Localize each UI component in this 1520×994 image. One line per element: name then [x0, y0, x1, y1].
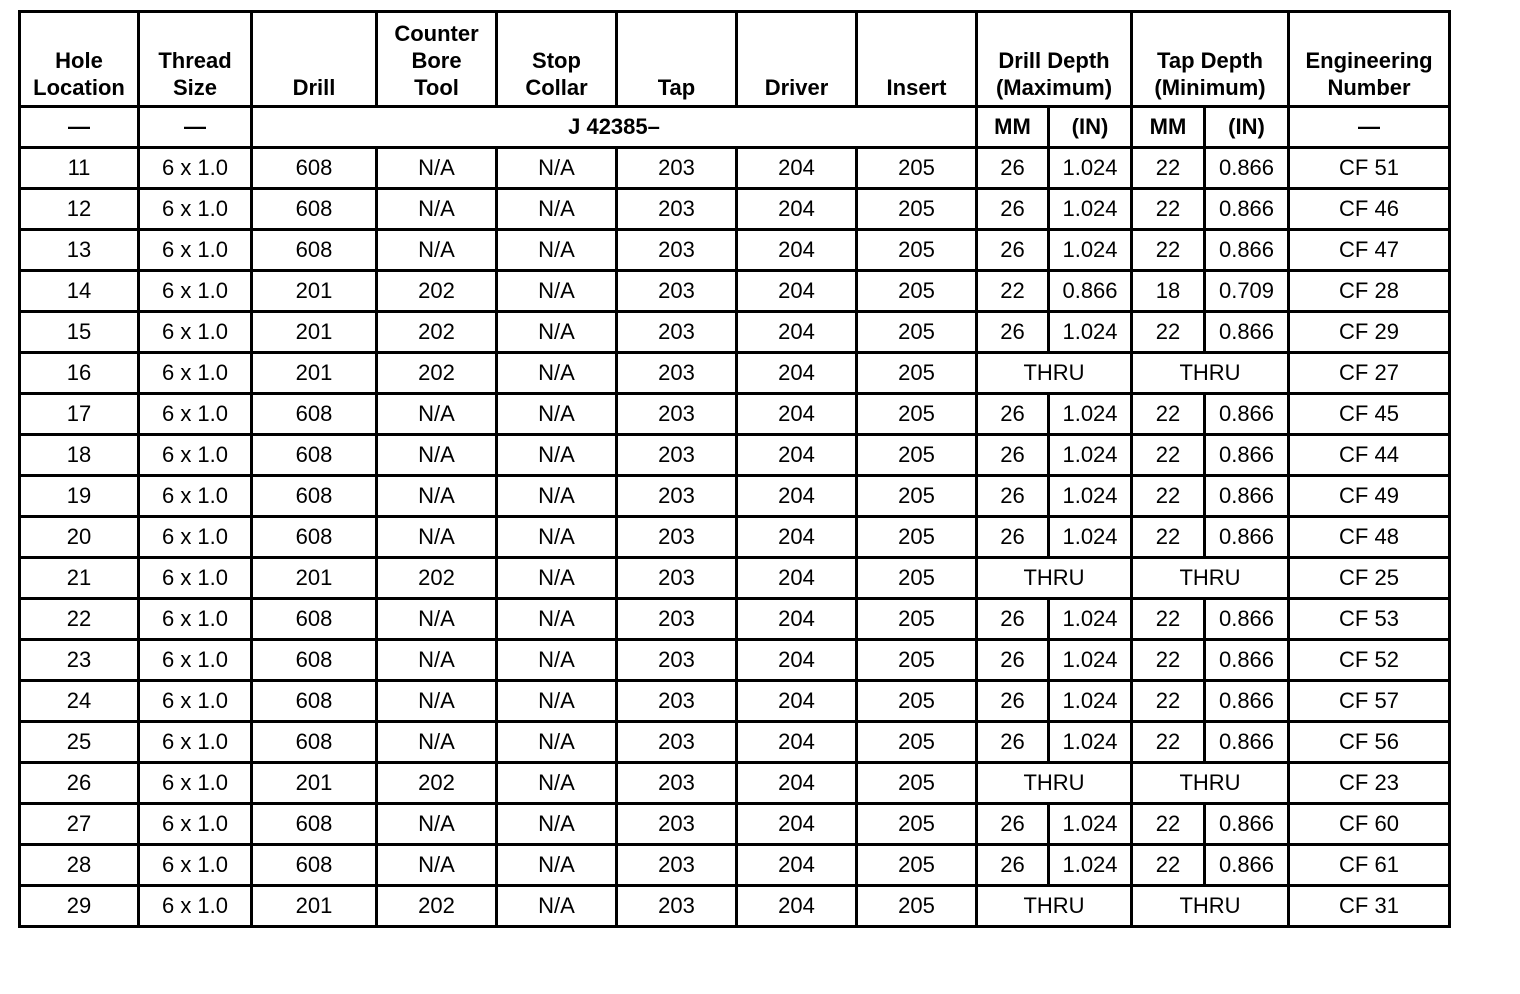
- cell-insert: 205: [857, 435, 977, 476]
- table-row: [20, 189, 1450, 230]
- cell-driver: 204: [737, 845, 857, 886]
- cell-driver: 204: [737, 804, 857, 845]
- cell-counter-bore-tool: N/A: [377, 599, 497, 640]
- subheader-eng-dash: —: [1289, 107, 1450, 148]
- cell-insert: 205: [857, 681, 977, 722]
- cell-drill-depth-mm: 26: [977, 312, 1049, 353]
- cell-tap: 203: [617, 640, 737, 681]
- table-row: [20, 312, 1450, 353]
- cell-counter-bore-tool: 202: [377, 353, 497, 394]
- cell-drill: 608: [252, 476, 377, 517]
- cell-driver: 204: [737, 558, 857, 599]
- cell-counter-bore-tool: N/A: [377, 517, 497, 558]
- cell-stop-collar: N/A: [497, 189, 617, 230]
- cell-thread-size: 6 x 1.0: [139, 230, 252, 271]
- cell-stop-collar: N/A: [497, 845, 617, 886]
- header-engineering-number: Engineering Number: [1289, 12, 1450, 107]
- cell-tap: 203: [617, 886, 737, 927]
- cell-engineering-number: CF 27: [1289, 353, 1450, 394]
- cell-hole-location: 28: [20, 845, 139, 886]
- cell-stop-collar: N/A: [497, 517, 617, 558]
- cell-tap-depth-mm: 22: [1132, 722, 1205, 763]
- header-insert: Insert: [857, 12, 977, 107]
- cell-engineering-number: CF 53: [1289, 599, 1450, 640]
- cell-tap-depth-thru: THRU: [1132, 353, 1289, 394]
- header-drill-depth: Drill Depth (Maximum): [977, 12, 1132, 107]
- cell-engineering-number: CF 57: [1289, 681, 1450, 722]
- subheader-thread-dash: —: [139, 107, 252, 148]
- cell-hole-location: 25: [20, 722, 139, 763]
- cell-tap: 203: [617, 189, 737, 230]
- cell-hole-location: 26: [20, 763, 139, 804]
- cell-driver: 204: [737, 435, 857, 476]
- cell-driver: 204: [737, 148, 857, 189]
- cell-insert: 205: [857, 517, 977, 558]
- cell-counter-bore-tool: N/A: [377, 394, 497, 435]
- cell-thread-size: 6 x 1.0: [139, 640, 252, 681]
- cell-drill: 201: [252, 558, 377, 599]
- cell-stop-collar: N/A: [497, 763, 617, 804]
- cell-hole-location: 27: [20, 804, 139, 845]
- cell-engineering-number: CF 52: [1289, 640, 1450, 681]
- cell-thread-size: 6 x 1.0: [139, 517, 252, 558]
- cell-insert: 205: [857, 271, 977, 312]
- cell-thread-size: 6 x 1.0: [139, 394, 252, 435]
- cell-insert: 205: [857, 148, 977, 189]
- cell-insert: 205: [857, 353, 977, 394]
- cell-drill: 201: [252, 763, 377, 804]
- cell-counter-bore-tool: 202: [377, 271, 497, 312]
- cell-stop-collar: N/A: [497, 722, 617, 763]
- cell-drill: 608: [252, 517, 377, 558]
- cell-stop-collar: N/A: [497, 558, 617, 599]
- cell-engineering-number: CF 25: [1289, 558, 1450, 599]
- cell-stop-collar: N/A: [497, 476, 617, 517]
- cell-tap-depth-in: 0.866: [1205, 640, 1289, 681]
- cell-thread-size: 6 x 1.0: [139, 189, 252, 230]
- cell-drill-depth-mm: 26: [977, 435, 1049, 476]
- subheader-drill-mm: MM: [977, 107, 1049, 148]
- cell-tap: 203: [617, 681, 737, 722]
- cell-drill-depth-in: 1.024: [1049, 517, 1132, 558]
- cell-tap-depth-in: 0.866: [1205, 476, 1289, 517]
- cell-counter-bore-tool: N/A: [377, 681, 497, 722]
- cell-counter-bore-tool: N/A: [377, 722, 497, 763]
- cell-tap-depth-mm: 22: [1132, 230, 1205, 271]
- cell-thread-size: 6 x 1.0: [139, 312, 252, 353]
- cell-tap: 203: [617, 763, 737, 804]
- cell-thread-size: 6 x 1.0: [139, 763, 252, 804]
- cell-insert: 205: [857, 763, 977, 804]
- cell-engineering-number: CF 46: [1289, 189, 1450, 230]
- cell-stop-collar: N/A: [497, 640, 617, 681]
- cell-driver: 204: [737, 476, 857, 517]
- cell-tap-depth-in: 0.866: [1205, 722, 1289, 763]
- table-row: [20, 845, 1450, 886]
- subheader-hole-dash: —: [20, 107, 139, 148]
- cell-engineering-number: CF 56: [1289, 722, 1450, 763]
- cell-drill-depth-in: 1.024: [1049, 599, 1132, 640]
- cell-drill-depth-in: 1.024: [1049, 230, 1132, 271]
- cell-tap: 203: [617, 476, 737, 517]
- cell-drill-depth-mm: 26: [977, 599, 1049, 640]
- cell-drill-depth-mm: 26: [977, 722, 1049, 763]
- cell-drill: 201: [252, 271, 377, 312]
- cell-drill-depth-in: 1.024: [1049, 435, 1132, 476]
- cell-hole-location: 11: [20, 148, 139, 189]
- cell-drill-depth-mm: 26: [977, 517, 1049, 558]
- cell-tap: 203: [617, 230, 737, 271]
- cell-driver: 204: [737, 312, 857, 353]
- cell-counter-bore-tool: N/A: [377, 476, 497, 517]
- cell-tap: 203: [617, 353, 737, 394]
- cell-stop-collar: N/A: [497, 886, 617, 927]
- cell-stop-collar: N/A: [497, 312, 617, 353]
- cell-drill-depth-thru: THRU: [977, 886, 1132, 927]
- cell-driver: 204: [737, 599, 857, 640]
- cell-insert: 205: [857, 804, 977, 845]
- cell-tap-depth-mm: 18: [1132, 271, 1205, 312]
- cell-tap-depth-mm: 22: [1132, 517, 1205, 558]
- cell-tap: 203: [617, 517, 737, 558]
- cell-insert: 205: [857, 394, 977, 435]
- cell-insert: 205: [857, 886, 977, 927]
- cell-drill-depth-in: 1.024: [1049, 845, 1132, 886]
- table-row: [20, 763, 1450, 804]
- cell-counter-bore-tool: 202: [377, 763, 497, 804]
- cell-tap: 203: [617, 394, 737, 435]
- cell-drill-depth-thru: THRU: [977, 353, 1132, 394]
- cell-hole-location: 24: [20, 681, 139, 722]
- cell-tap-depth-in: 0.866: [1205, 394, 1289, 435]
- cell-drill-depth-mm: 26: [977, 476, 1049, 517]
- cell-hole-location: 13: [20, 230, 139, 271]
- cell-tap: 203: [617, 845, 737, 886]
- cell-drill-depth-in: 1.024: [1049, 681, 1132, 722]
- cell-insert: 205: [857, 230, 977, 271]
- cell-insert: 205: [857, 599, 977, 640]
- cell-tap-depth-in: 0.866: [1205, 230, 1289, 271]
- cell-insert: 205: [857, 558, 977, 599]
- tool-spec-table: [18, 10, 1451, 928]
- cell-tap: 203: [617, 148, 737, 189]
- subheader-tap-in: (IN): [1205, 107, 1289, 148]
- cell-driver: 204: [737, 230, 857, 271]
- cell-tap: 203: [617, 599, 737, 640]
- cell-driver: 204: [737, 640, 857, 681]
- cell-drill-depth-in: 1.024: [1049, 640, 1132, 681]
- cell-tap-depth-in: 0.866: [1205, 148, 1289, 189]
- cell-stop-collar: N/A: [497, 353, 617, 394]
- cell-tap-depth-mm: 22: [1132, 640, 1205, 681]
- cell-drill-depth-mm: 22: [977, 271, 1049, 312]
- cell-insert: 205: [857, 189, 977, 230]
- subheader-row: [20, 107, 1450, 148]
- header-row: [20, 12, 1450, 107]
- cell-tap-depth-in: 0.866: [1205, 435, 1289, 476]
- cell-drill-depth-in: 1.024: [1049, 312, 1132, 353]
- cell-tap-depth-mm: 22: [1132, 189, 1205, 230]
- cell-driver: 204: [737, 763, 857, 804]
- cell-hole-location: 21: [20, 558, 139, 599]
- table-row: [20, 394, 1450, 435]
- cell-counter-bore-tool: N/A: [377, 189, 497, 230]
- cell-tap-depth-in: 0.866: [1205, 599, 1289, 640]
- cell-engineering-number: CF 29: [1289, 312, 1450, 353]
- cell-drill-depth-mm: 26: [977, 230, 1049, 271]
- cell-engineering-number: CF 60: [1289, 804, 1450, 845]
- cell-drill-depth-mm: 26: [977, 640, 1049, 681]
- cell-stop-collar: N/A: [497, 599, 617, 640]
- header-hole-location: Hole Location: [20, 12, 139, 107]
- header-counter-bore-tool: Counter Bore Tool: [377, 12, 497, 107]
- cell-drill: 608: [252, 722, 377, 763]
- cell-tap-depth-in: 0.866: [1205, 804, 1289, 845]
- cell-thread-size: 6 x 1.0: [139, 476, 252, 517]
- cell-stop-collar: N/A: [497, 230, 617, 271]
- cell-drill: 608: [252, 845, 377, 886]
- cell-hole-location: 20: [20, 517, 139, 558]
- cell-hole-location: 19: [20, 476, 139, 517]
- cell-counter-bore-tool: 202: [377, 886, 497, 927]
- cell-counter-bore-tool: N/A: [377, 435, 497, 476]
- cell-thread-size: 6 x 1.0: [139, 599, 252, 640]
- cell-drill-depth-mm: 26: [977, 845, 1049, 886]
- cell-drill-depth-thru: THRU: [977, 763, 1132, 804]
- cell-engineering-number: CF 49: [1289, 476, 1450, 517]
- header-stop-collar: Stop Collar: [497, 12, 617, 107]
- cell-tap-depth-mm: 22: [1132, 148, 1205, 189]
- cell-drill-depth-thru: THRU: [977, 558, 1132, 599]
- cell-tap-depth-mm: 22: [1132, 435, 1205, 476]
- cell-tap-depth-mm: 22: [1132, 599, 1205, 640]
- cell-thread-size: 6 x 1.0: [139, 148, 252, 189]
- cell-tap: 203: [617, 435, 737, 476]
- cell-tap: 203: [617, 722, 737, 763]
- cell-stop-collar: N/A: [497, 804, 617, 845]
- header-thread-size: Thread Size: [139, 12, 252, 107]
- cell-driver: 204: [737, 271, 857, 312]
- cell-tap-depth-mm: 22: [1132, 804, 1205, 845]
- cell-thread-size: 6 x 1.0: [139, 681, 252, 722]
- cell-drill-depth-mm: 26: [977, 189, 1049, 230]
- cell-drill-depth-mm: 26: [977, 148, 1049, 189]
- cell-drill-depth-in: 1.024: [1049, 394, 1132, 435]
- header-driver: Driver: [737, 12, 857, 107]
- cell-tap-depth-mm: 22: [1132, 394, 1205, 435]
- table-row: [20, 722, 1450, 763]
- cell-thread-size: 6 x 1.0: [139, 435, 252, 476]
- table-row: [20, 230, 1450, 271]
- cell-driver: 204: [737, 517, 857, 558]
- table-row: [20, 517, 1450, 558]
- cell-insert: 205: [857, 312, 977, 353]
- table-row: [20, 886, 1450, 927]
- cell-tap-depth-in: 0.866: [1205, 517, 1289, 558]
- header-tap: Tap: [617, 12, 737, 107]
- cell-driver: 204: [737, 189, 857, 230]
- cell-tap-depth-thru: THRU: [1132, 886, 1289, 927]
- cell-tap: 203: [617, 804, 737, 845]
- cell-drill: 608: [252, 148, 377, 189]
- cell-tap-depth-mm: 22: [1132, 476, 1205, 517]
- cell-drill: 608: [252, 230, 377, 271]
- cell-thread-size: 6 x 1.0: [139, 845, 252, 886]
- cell-engineering-number: CF 47: [1289, 230, 1450, 271]
- table-row: [20, 435, 1450, 476]
- cell-tap-depth-thru: THRU: [1132, 558, 1289, 599]
- cell-tap: 203: [617, 312, 737, 353]
- table-row: [20, 476, 1450, 517]
- cell-drill-depth-in: 1.024: [1049, 804, 1132, 845]
- cell-stop-collar: N/A: [497, 435, 617, 476]
- cell-drill-depth-in: 1.024: [1049, 476, 1132, 517]
- cell-engineering-number: CF 51: [1289, 148, 1450, 189]
- subheader-drill-in: (IN): [1049, 107, 1132, 148]
- cell-hole-location: 18: [20, 435, 139, 476]
- cell-counter-bore-tool: N/A: [377, 845, 497, 886]
- cell-tap: 203: [617, 558, 737, 599]
- cell-insert: 205: [857, 640, 977, 681]
- cell-hole-location: 22: [20, 599, 139, 640]
- cell-drill-depth-in: 1.024: [1049, 148, 1132, 189]
- cell-drill: 608: [252, 640, 377, 681]
- cell-tap-depth-in: 0.866: [1205, 189, 1289, 230]
- header-drill: Drill: [252, 12, 377, 107]
- cell-counter-bore-tool: N/A: [377, 148, 497, 189]
- cell-stop-collar: N/A: [497, 681, 617, 722]
- cell-engineering-number: CF 31: [1289, 886, 1450, 927]
- cell-tap-depth-in: 0.866: [1205, 845, 1289, 886]
- cell-engineering-number: CF 48: [1289, 517, 1450, 558]
- table-row: [20, 681, 1450, 722]
- cell-engineering-number: CF 23: [1289, 763, 1450, 804]
- cell-insert: 205: [857, 722, 977, 763]
- cell-counter-bore-tool: N/A: [377, 804, 497, 845]
- cell-driver: 204: [737, 681, 857, 722]
- cell-hole-location: 29: [20, 886, 139, 927]
- cell-engineering-number: CF 28: [1289, 271, 1450, 312]
- subheader-tool-series: J 42385–: [252, 107, 977, 148]
- cell-hole-location: 16: [20, 353, 139, 394]
- cell-tap: 203: [617, 271, 737, 312]
- cell-drill-depth-in: 1.024: [1049, 189, 1132, 230]
- cell-hole-location: 15: [20, 312, 139, 353]
- cell-stop-collar: N/A: [497, 394, 617, 435]
- cell-drill: 201: [252, 312, 377, 353]
- cell-engineering-number: CF 61: [1289, 845, 1450, 886]
- cell-drill-depth-mm: 26: [977, 681, 1049, 722]
- cell-thread-size: 6 x 1.0: [139, 271, 252, 312]
- cell-thread-size: 6 x 1.0: [139, 353, 252, 394]
- cell-drill-depth-in: 0.866: [1049, 271, 1132, 312]
- table-row: [20, 148, 1450, 189]
- table-row: [20, 804, 1450, 845]
- cell-tap-depth-in: 0.866: [1205, 312, 1289, 353]
- cell-tap-depth-mm: 22: [1132, 681, 1205, 722]
- table-row: [20, 640, 1450, 681]
- cell-stop-collar: N/A: [497, 148, 617, 189]
- cell-engineering-number: CF 44: [1289, 435, 1450, 476]
- cell-driver: 204: [737, 394, 857, 435]
- cell-drill: 201: [252, 353, 377, 394]
- cell-engineering-number: CF 45: [1289, 394, 1450, 435]
- table-row: [20, 599, 1450, 640]
- cell-drill-depth-mm: 26: [977, 394, 1049, 435]
- table-row: [20, 558, 1450, 599]
- cell-drill: 608: [252, 189, 377, 230]
- cell-counter-bore-tool: 202: [377, 558, 497, 599]
- cell-tap-depth-in: 0.866: [1205, 681, 1289, 722]
- cell-tap-depth-thru: THRU: [1132, 763, 1289, 804]
- cell-drill: 608: [252, 394, 377, 435]
- cell-drill: 201: [252, 886, 377, 927]
- cell-tap-depth-mm: 22: [1132, 312, 1205, 353]
- cell-hole-location: 14: [20, 271, 139, 312]
- cell-drill: 608: [252, 681, 377, 722]
- cell-counter-bore-tool: N/A: [377, 230, 497, 271]
- cell-hole-location: 12: [20, 189, 139, 230]
- cell-tap-depth-in: 0.709: [1205, 271, 1289, 312]
- cell-drill: 608: [252, 599, 377, 640]
- cell-thread-size: 6 x 1.0: [139, 886, 252, 927]
- cell-driver: 204: [737, 722, 857, 763]
- subheader-tap-mm: MM: [1132, 107, 1205, 148]
- cell-tap-depth-mm: 22: [1132, 845, 1205, 886]
- cell-drill-depth-mm: 26: [977, 804, 1049, 845]
- cell-counter-bore-tool: N/A: [377, 640, 497, 681]
- cell-hole-location: 23: [20, 640, 139, 681]
- cell-driver: 204: [737, 886, 857, 927]
- cell-drill: 608: [252, 435, 377, 476]
- cell-drill-depth-in: 1.024: [1049, 722, 1132, 763]
- cell-driver: 204: [737, 353, 857, 394]
- cell-thread-size: 6 x 1.0: [139, 558, 252, 599]
- cell-insert: 205: [857, 845, 977, 886]
- cell-thread-size: 6 x 1.0: [139, 804, 252, 845]
- cell-counter-bore-tool: 202: [377, 312, 497, 353]
- cell-hole-location: 17: [20, 394, 139, 435]
- cell-insert: 205: [857, 476, 977, 517]
- cell-stop-collar: N/A: [497, 271, 617, 312]
- cell-drill: 608: [252, 804, 377, 845]
- table-row: [20, 353, 1450, 394]
- cell-thread-size: 6 x 1.0: [139, 722, 252, 763]
- table-row: [20, 271, 1450, 312]
- header-tap-depth: Tap Depth (Minimum): [1132, 12, 1289, 107]
